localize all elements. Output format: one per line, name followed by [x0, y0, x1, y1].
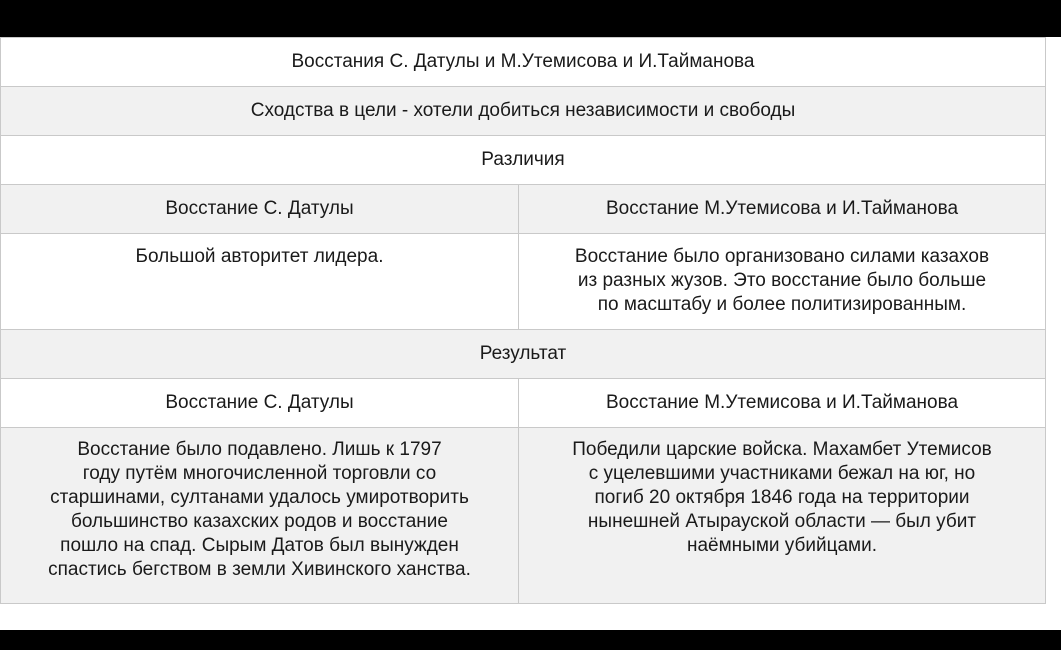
text-line: наёмными убийцами.	[686, 535, 878, 556]
text-line: по масштабу и более политизированным.	[597, 294, 967, 315]
text-line: нынешней Атырауской области — был убит	[587, 511, 977, 532]
similarity-cell: Сходства в цели - хотели добиться независимости и свободы	[1, 87, 1046, 136]
diff-column-right-header: Восстание М.Утемисова и И.Тайманова	[519, 185, 1046, 234]
text-line: большинство казахских родов и восстание	[71, 511, 448, 532]
text-line: спастись бегством в земли Хивинского ханства.	[48, 559, 471, 580]
result-column-left-header: Восстание С. Датулы	[1, 379, 519, 428]
differences-header: Различия	[1, 136, 1046, 185]
text-line: погиб 20 октября 1846 года на территории	[594, 487, 970, 508]
diff-column-left-header: Восстание С. Датулы	[1, 185, 519, 234]
text-line: из разных жузов. Это восстание было больше	[577, 270, 987, 291]
table-row	[1, 87, 1046, 136]
table-row	[1, 185, 1046, 234]
text-line: пошло на спад. Сырым Датов был вынужден	[60, 535, 459, 556]
text-line: старшинами, султанами удалось умиротворить	[50, 487, 469, 508]
result-right-cell	[519, 428, 1046, 604]
text-line: с уцелевшими участниками бежал на юг, но	[588, 463, 976, 484]
table-row	[1, 428, 1046, 604]
diff-left-text: Большой авторитет лидера.	[135, 246, 384, 267]
table-row	[1, 330, 1046, 379]
text-line: Восстание было подавлено. Лишь к 1797	[77, 439, 442, 460]
text-line: году путём многочисленной торговли со	[82, 463, 437, 484]
diff-right-cell	[519, 234, 1046, 330]
text-line: Восстание было организовано силами казахов	[574, 246, 990, 267]
result-header: Результат	[1, 330, 1046, 379]
text-line: Победили царские войска. Махамбет Утемисов	[572, 439, 992, 460]
table-row	[1, 136, 1046, 185]
comparison-table	[0, 37, 1046, 604]
result-left-cell	[1, 428, 519, 604]
table-row	[1, 38, 1046, 87]
table-row	[1, 234, 1046, 330]
table-title: Восстания С. Датулы и М.Утемисова и И.Тайманова	[1, 38, 1046, 87]
document-page	[0, 37, 1061, 630]
diff-left-cell	[1, 234, 519, 330]
table-row	[1, 379, 1046, 428]
result-column-right-header: Восстание М.Утемисова и И.Тайманова	[519, 379, 1046, 428]
